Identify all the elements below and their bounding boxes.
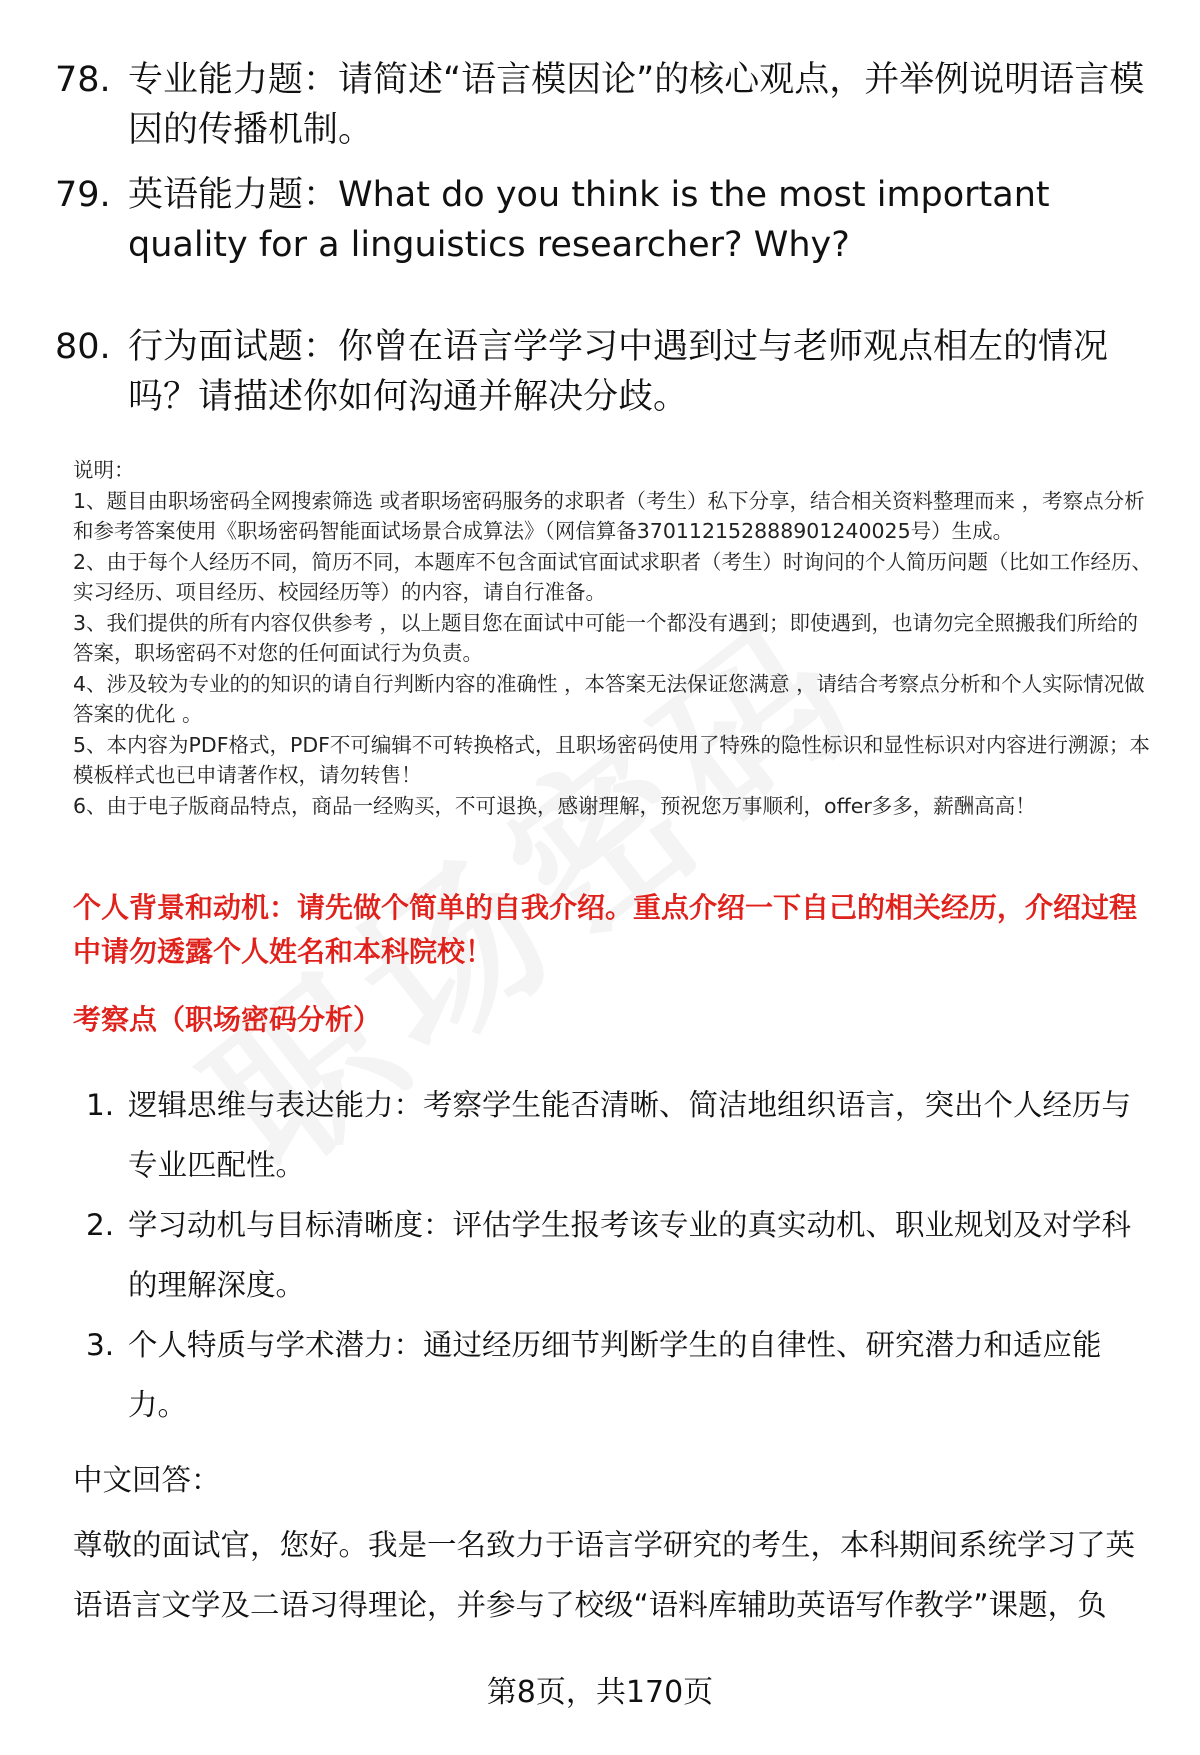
answer-label: 中文回答：: [73, 1463, 221, 1497]
analysis-points-list: [73, 1075, 1153, 1435]
question-number: 78.: [55, 60, 111, 100]
point-number: 2.: [86, 1208, 115, 1242]
question-text: 行为面试题：你曾在语言学学习中遇到过与老师观点相左的情况吗？请描述你如何沟通并解决分歧。: [128, 327, 1109, 417]
page-footer: 第8页，共170页: [486, 1675, 714, 1710]
question-heading: 个人背景和动机：请先做个简单的自我介绍。重点介绍一下自己的相关经历，介绍过程中请勿透露个人姓名和本科院校！: [73, 891, 1138, 968]
question-text: 专业能力题：请简述“语言模因论”的核心观点，并举例说明语言模因的传播机制。: [128, 60, 1145, 150]
point-number: 3.: [86, 1328, 115, 1362]
notes-item: 3、我们提供的所有内容仅供参考 ，以上题目您在面试中可能一个都没有遇到；即使遇到，也请勿完全照搬我们所给的答案，职场密码不对您的任何面试行为负责。: [73, 610, 1139, 665]
notes-item: 6、由于电子版商品特点，商品一经购买，不可退换，感谢理解，预祝您万事顺利，offer多多，薪酬高高！: [73, 793, 1036, 818]
analysis-point: [73, 1195, 1153, 1315]
analysis-point: [73, 1315, 1153, 1435]
question-80: [55, 322, 1155, 422]
question-text: 英语能力题：What do you think is the most important quality for a linguistics researcher? Why?: [128, 175, 1050, 265]
question-79: [55, 170, 1155, 270]
question-78: [55, 55, 1155, 155]
point-text: 个人特质与学术潜力：通过经历细节判断学生的自律性、研究潜力和适应能力。: [128, 1328, 1102, 1422]
notes-title: 说明：: [73, 458, 135, 482]
point-number: 1.: [86, 1088, 115, 1122]
analysis-heading: 考察点（职场密码分析）: [73, 1003, 382, 1036]
question-number: 80.: [55, 327, 111, 367]
notes-item: 5、本内容为PDF格式，PDF不可编辑不可转换格式，且职场密码使用了特殊的隐性标识和显性标识对内容进行溯源；本模板样式也已申请著作权，请勿转售！: [73, 732, 1150, 787]
point-text: 学习动机与目标清晰度：评估学生报考该专业的真实动机、职业规划及对学科的理解深度。: [128, 1208, 1132, 1302]
disclaimer-notes: [73, 455, 1153, 821]
question-number: 79.: [55, 175, 111, 215]
notes-item: 4、涉及较为专业的的知识的请自行判断内容的准确性 ，本答案无法保证您满意 ，请结合考察点分析和个人实际情况做答案的优化 。: [73, 671, 1145, 726]
point-text: 逻辑思维与表达能力：考察学生能否清晰、简洁地组织语言，突出个人经历与专业匹配性。: [128, 1088, 1132, 1182]
notes-item: 2、由于每个人经历不同，简历不同，本题库不包含面试官面试求职者（考生）时询问的个人简历问题（比如工作经历、实习经历、项目经历、校园经历等）的内容，请自行准备。: [73, 549, 1153, 604]
notes-item: 1、题目由职场密码全网搜索筛选 或者职场密码服务的求职者（考生）私下分享，结合相关资料整理而来 ，考察点分析和参考答案使用《职场密码智能面试场景合成算法》（网信算备370112152888901240025号）生成。: [73, 488, 1145, 543]
answer-text: 尊敬的面试官，您好。我是一名致力于语言学研究的考生，本科期间系统学习了英语语言文学及二语习得理论，并参与了校级“语料库辅助英语写作教学”课题，负: [73, 1528, 1136, 1622]
analysis-point: [73, 1075, 1153, 1195]
